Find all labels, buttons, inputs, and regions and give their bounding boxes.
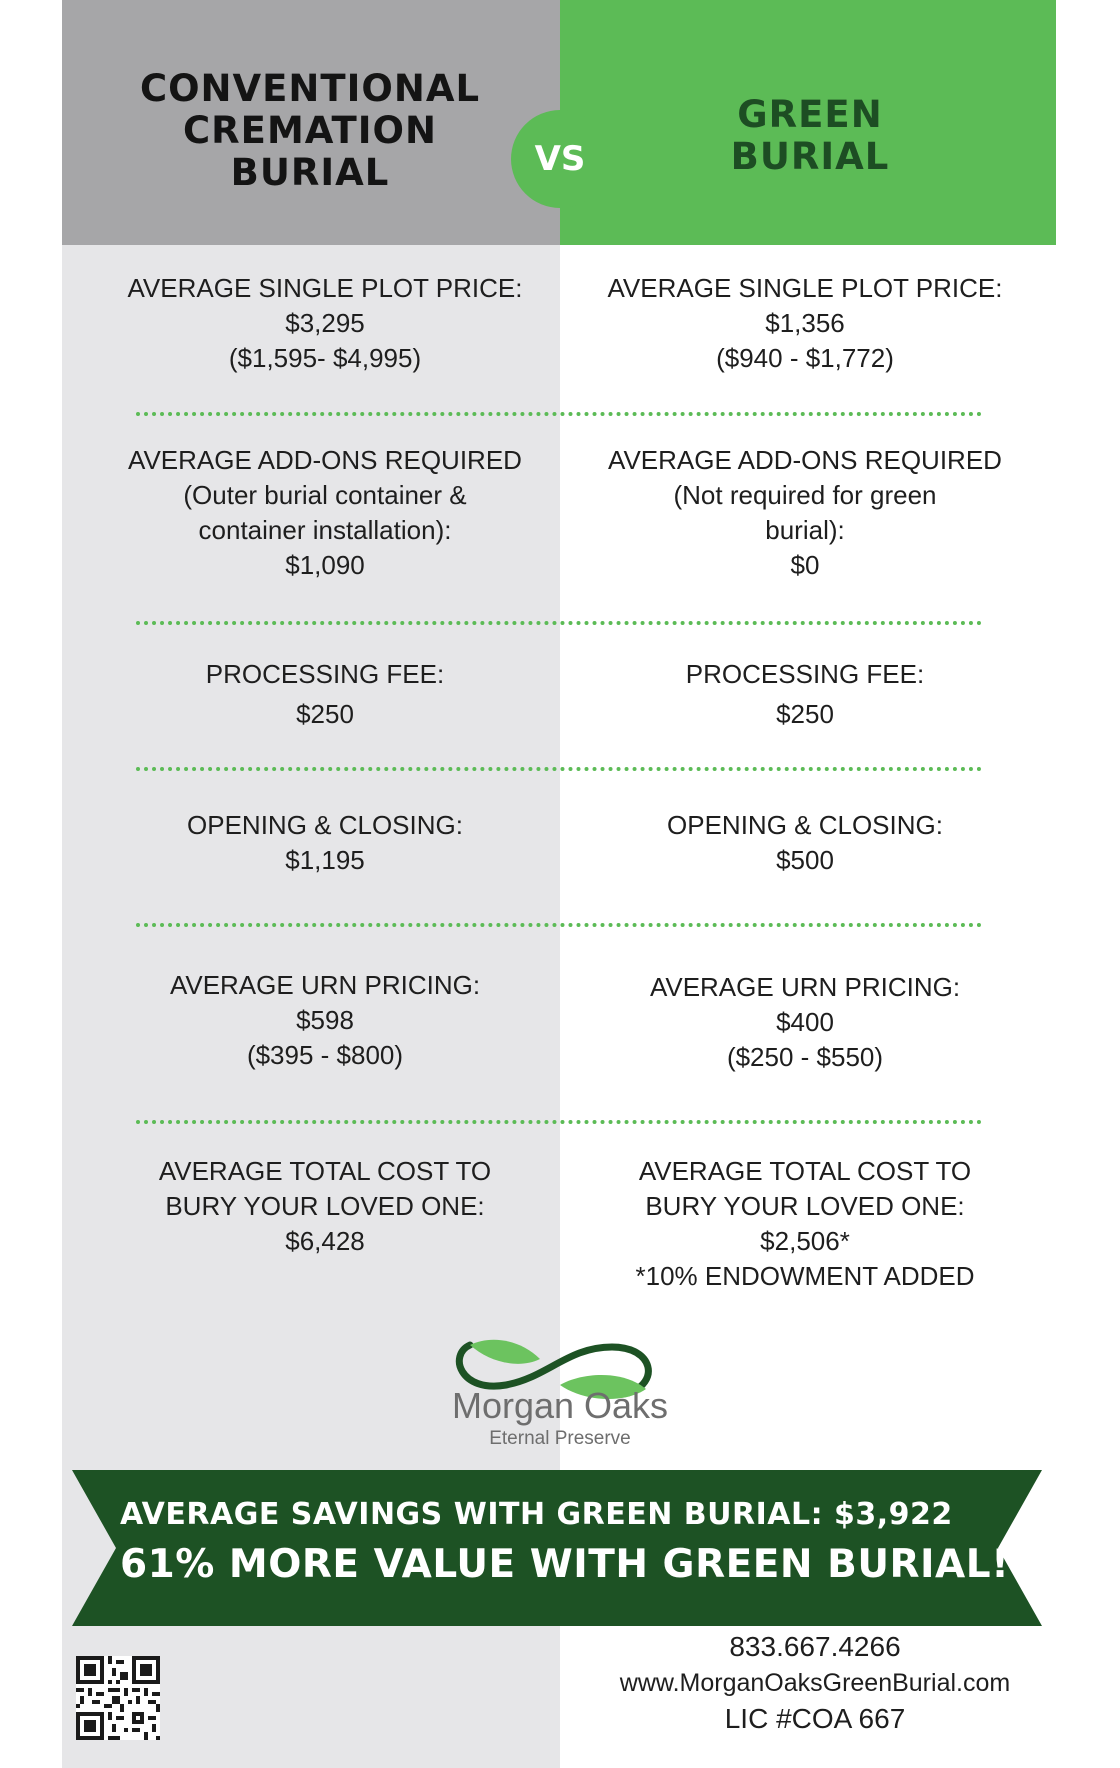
add-ons-green: AVERAGE ADD-ONS REQUIRED (Not required for green burial): $0 bbox=[608, 445, 1002, 580]
urn-pricing-green: AVERAGE URN PRICING: $400 ($250 - $550) bbox=[649, 972, 961, 1072]
savings-amount: AVERAGE SAVINGS WITH GREEN BURIAL: $3,922 bbox=[120, 1497, 953, 1532]
processing-fee-conventional: PROCESSING FEE: $250 bbox=[205, 659, 445, 729]
urn-pricing-conventional: AVERAGE URN PRICING: $598 ($395 - $800) bbox=[169, 970, 481, 1070]
plot-price-green: AVERAGE SINGLE PLOT PRICE: $1,356 ($940 - $1,772) bbox=[607, 273, 1003, 373]
dotted-separator bbox=[136, 1120, 982, 1124]
plot-price-conventional: AVERAGE SINGLE PLOT PRICE: $3,295 ($1,595- $4,995) bbox=[127, 273, 523, 373]
total-cost-conventional: AVERAGE TOTAL COST TO BURY YOUR LOVED ONE: $6,428 bbox=[158, 1156, 492, 1256]
dotted-separator bbox=[136, 621, 982, 625]
license-number: LIC #COA 667 bbox=[724, 1703, 906, 1734]
green-title: GREEN BURIAL bbox=[730, 93, 890, 178]
processing-fee-green: PROCESSING FEE: $250 bbox=[685, 659, 925, 729]
qr-code-icon[interactable] bbox=[76, 1656, 160, 1740]
website-link[interactable]: www.MorganOaksGreenBurial.com bbox=[619, 1669, 1011, 1697]
logo-tagline: Eternal Preserve bbox=[489, 1428, 631, 1449]
opening-closing-conventional: OPENING & CLOSING: $1,195 bbox=[187, 810, 463, 875]
value-headline: 61% MORE VALUE WITH GREEN BURIAL! bbox=[120, 1542, 1010, 1587]
opening-closing-green: OPENING & CLOSING: $500 bbox=[667, 810, 943, 875]
total-cost-green: AVERAGE TOTAL COST TO BURY YOUR LOVED ONE: $2,506* *10% ENDOWMENT ADDED bbox=[635, 1156, 975, 1291]
dotted-separator bbox=[136, 923, 982, 927]
dotted-separator bbox=[136, 767, 982, 771]
conventional-title: CONVENTIONAL CREMATION BURIAL bbox=[139, 67, 481, 194]
add-ons-conventional: AVERAGE ADD-ONS REQUIRED (Outer burial container & container installation): $1,090 bbox=[128, 445, 522, 580]
phone-number[interactable]: 833.667.4266 bbox=[729, 1631, 901, 1662]
dotted-separator bbox=[136, 412, 982, 416]
vs-badge: VS bbox=[511, 110, 609, 208]
logo-name: Morgan Oaks bbox=[451, 1385, 669, 1426]
